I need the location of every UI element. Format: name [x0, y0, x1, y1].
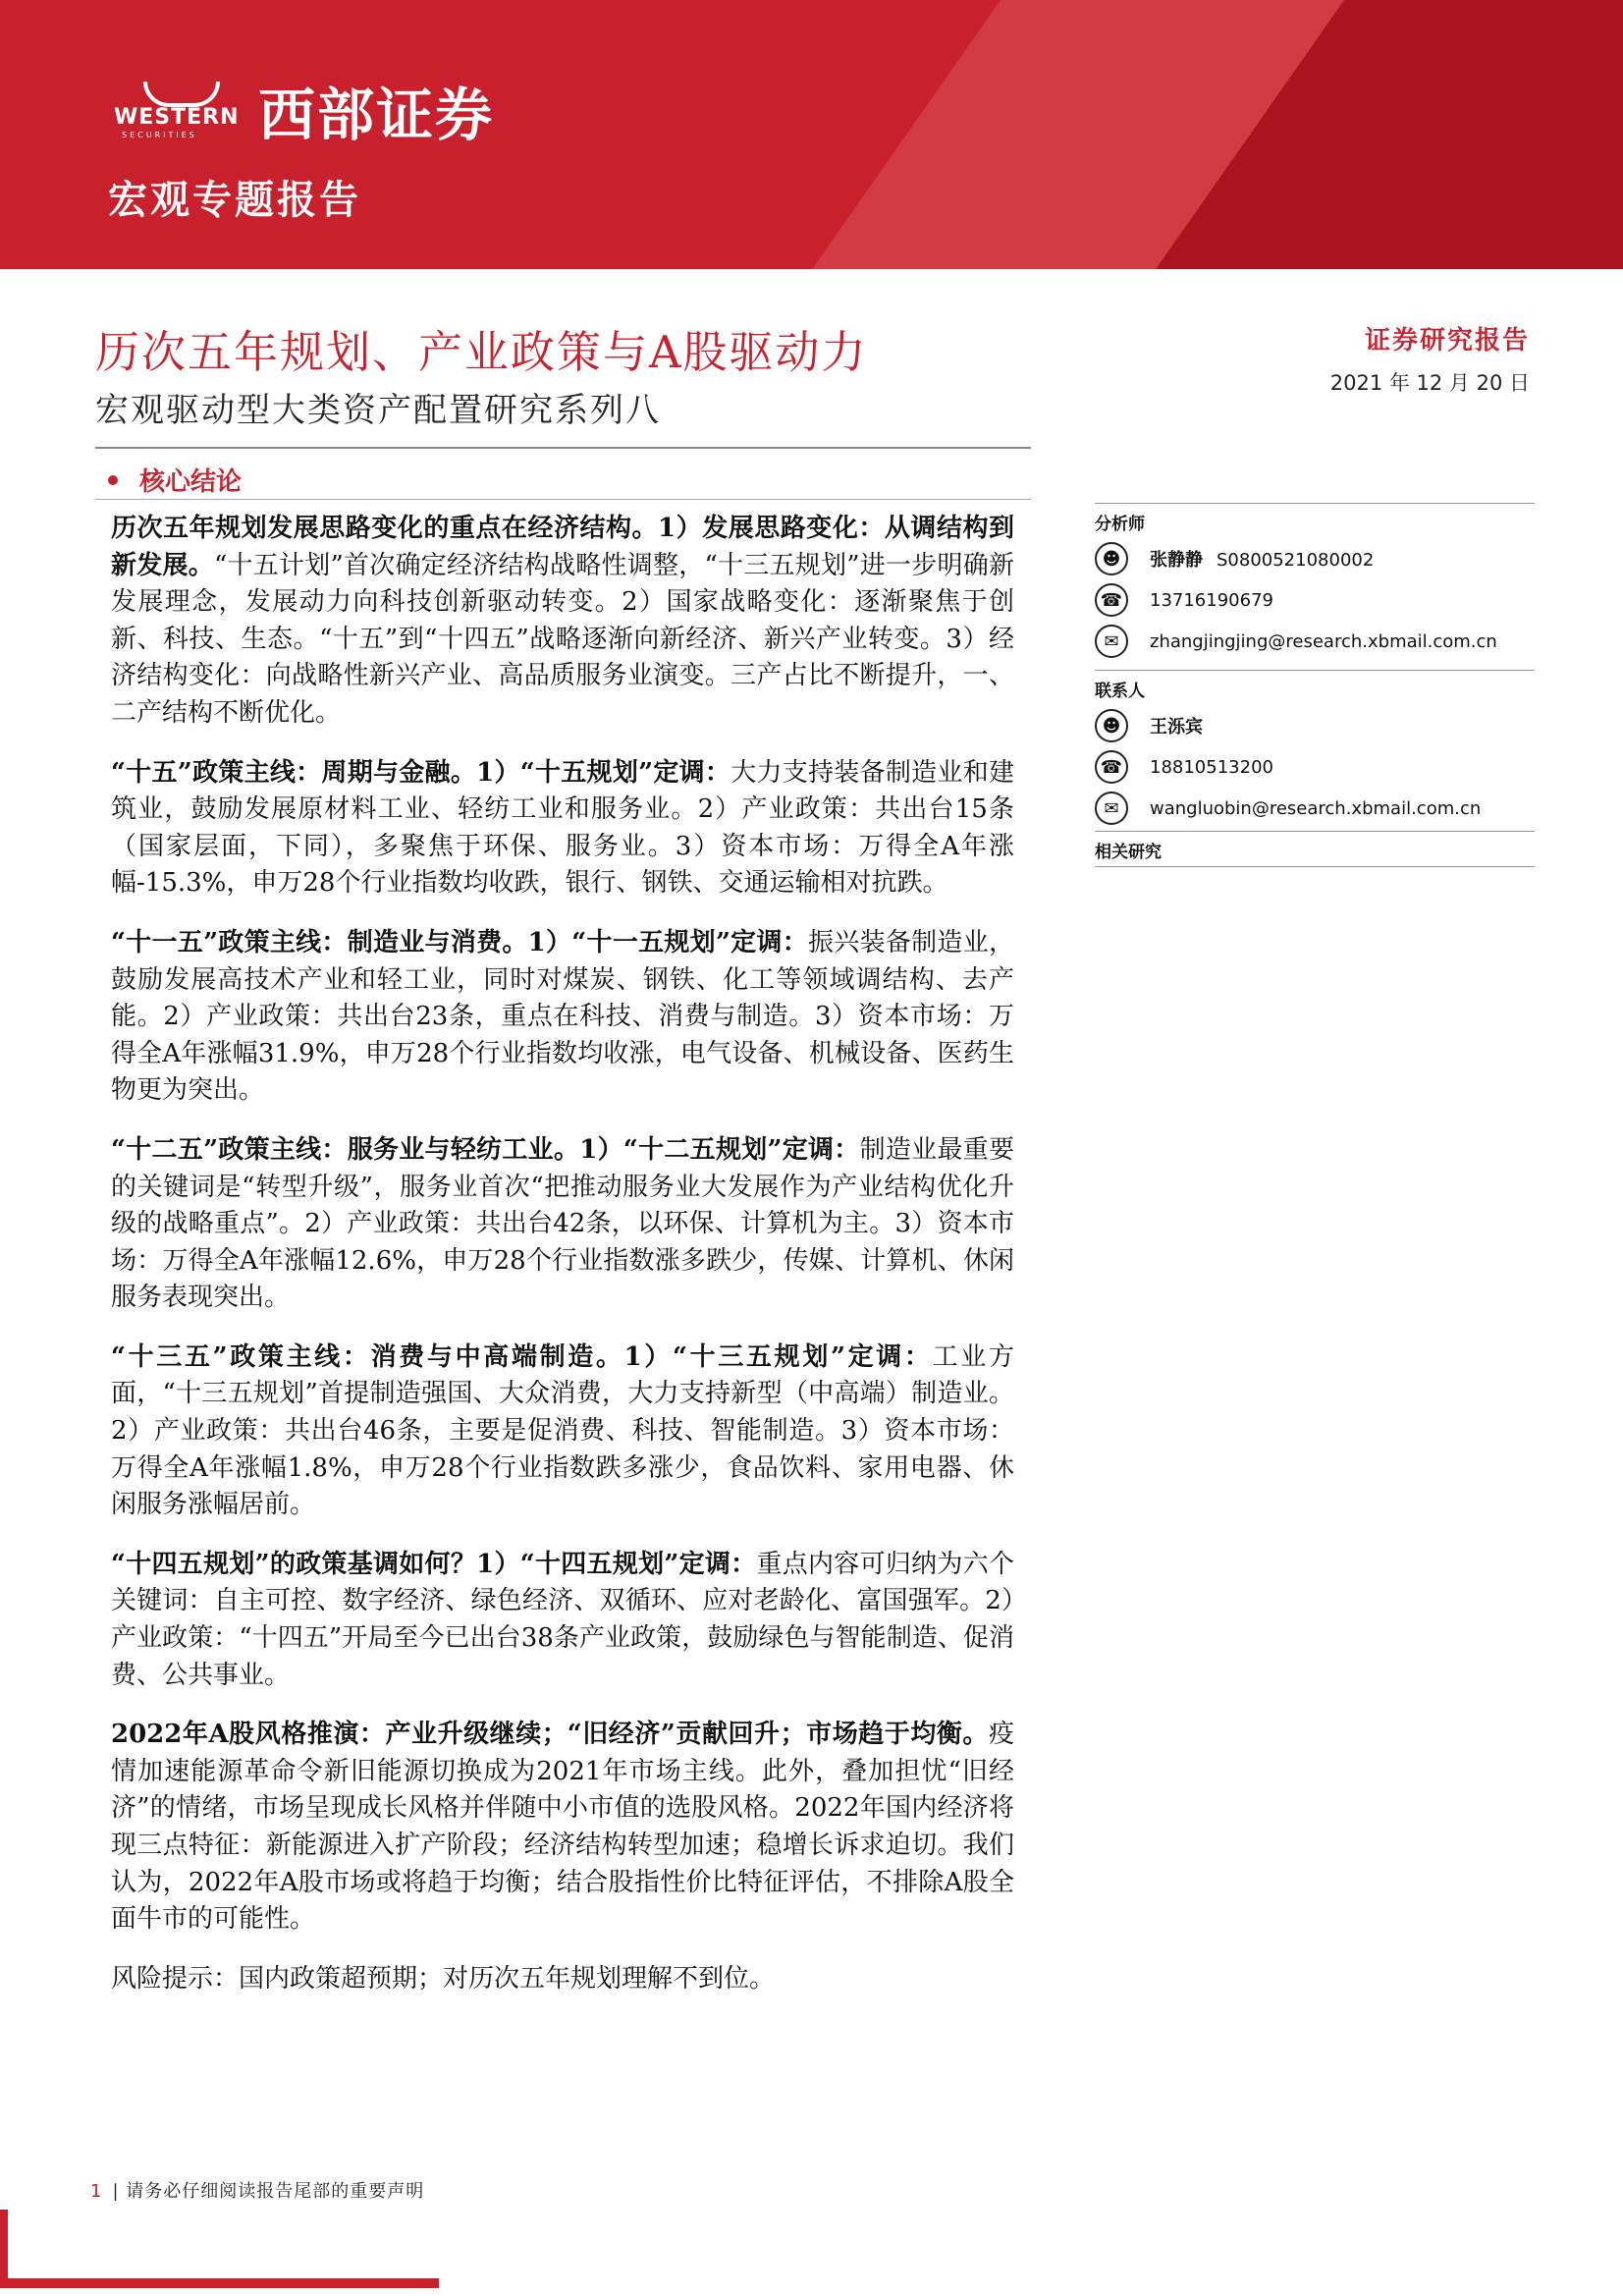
contact-phone-row — [1095, 746, 1535, 788]
contact-email-row — [1095, 788, 1535, 829]
page-number: 1 — [90, 2181, 103, 2202]
analyst-heading: 分析师 — [1095, 515, 1145, 534]
related-research-heading: 相关研究 — [1095, 843, 1162, 862]
summary-paragraph — [111, 1132, 1014, 1317]
contact-email[interactable]: wangluobin@research.xbmail.com.cn — [1150, 797, 1482, 819]
para-lead: “十五”政策主线：周期与金融。1）“十五规划”定调： — [111, 757, 731, 788]
doc-type: 证券研究报告 — [1364, 326, 1530, 355]
footer-note: 请务必仔细阅读报告尾部的重要声明 — [126, 2181, 425, 2202]
summary-paragraph — [111, 1339, 1014, 1524]
sidebar-divider — [1095, 866, 1535, 867]
report-type: 宏观专题报告 — [108, 177, 361, 223]
para-tail: 三产占比不断提升，一、二产结构不断优化。 — [111, 661, 1014, 728]
footer-accent — [0, 2210, 8, 2288]
contact-name-row — [1095, 705, 1535, 746]
contact-phone: 18810513200 — [1150, 756, 1273, 778]
para-lead: “十三五”政策主线：消费与中高端制造。1）“十三五规划”定调： — [111, 1341, 933, 1372]
risk-warning — [111, 1961, 1014, 1998]
summary-paragraph — [111, 1547, 1014, 1694]
para-mid: 大力支持装备制造业和建筑业，鼓励发展原材料工业、轻纺工业和服务业。2）产业政策：共出台15条（国家层面，下同），多聚焦于环保、服务业。3）资本市场： — [111, 757, 1014, 861]
page-title: 历次五年规划、产业政策与A股驱动力 — [95, 326, 868, 378]
para-mid: 制造业最重要的关键词是“转型升级”，服务业首次“把推动服务业大发展作为产业结构优化升级的战略重点”。2）产业政策：共出台42条，以环保、计算机为主。3）资本市场： — [111, 1134, 1014, 1276]
mail-icon: ✉ — [1095, 792, 1128, 825]
sidebar — [1095, 503, 1535, 867]
para-mid: 重点内容可归纳为六个关键词：自主可控、数字经济、绿色经济、双循环、应对老龄化、富国强军。2）产业政策： — [111, 1549, 1014, 1654]
mail-icon: ✉ — [1095, 625, 1128, 658]
para-lead: 2022年A股风格推演：产业升级继续；“旧经济”贡献回升；市场趋于均衡。 — [111, 1720, 989, 1750]
contact-name: 王泺宾 — [1150, 717, 1203, 738]
para-tail: 万得全A年涨幅31.9%，申万28个行业指数均收涨，电气设备、机械设备、医药生物更为突出。 — [111, 1002, 1014, 1106]
logo-en: WESTERN — [114, 105, 240, 130]
analyst-phone: 13716190679 — [1150, 589, 1273, 611]
analyst-name: 张静静 — [1150, 550, 1203, 571]
analyst-phone-row — [1095, 579, 1535, 621]
para-tail: 结合股指性价比特征评估，不排除A股全面牛市的可能性。 — [111, 1867, 1015, 1935]
para-tail: “十四五”开局至今已出台38条产业政策，鼓励绿色与智能制造、促消费、公共事业。 — [111, 1623, 1014, 1690]
doc-date: 2021 年 12 月 20 日 — [1329, 371, 1530, 395]
page-footer — [90, 2177, 424, 2203]
summary-paragraph — [111, 1717, 1014, 1939]
para-tail: 万得全A年涨幅1.8%，申万28个行业指数跌多涨少，食品饮料、家用电器、休闲服务涨幅居前。 — [111, 1452, 1014, 1520]
summary-body — [111, 511, 1014, 2020]
para-mid: 振兴装备制造业，鼓励发展高技术产业和轻工业，同时对煤炭、钢铁、化工等领域调结构、去产能。2）产业政策：共出台23条，重点在科技、消费与制造。3）资本市场： — [111, 927, 1014, 1032]
para-tail: 万得全A年涨幅-15.3%，申万28个行业指数均收跌，银行、钢铁、交通运输相对抗跌。 — [111, 831, 1014, 899]
core-heading-label: 核心结论 — [139, 467, 243, 497]
bullet-dot-icon — [108, 475, 118, 485]
para-lead: 历次五年规划发展思路变化的重点在经济结构。1）发展思路变化：从调结构到新发展。 — [111, 514, 1014, 580]
page-subtitle: 宏观驱动型大类资产配置研究系列八 — [95, 391, 661, 430]
footer-bar — [0, 2278, 439, 2288]
company-logo — [114, 69, 494, 151]
para-tail: 万得全A年涨幅12.6%，申万28个行业指数涨多跌少，传媒、计算机、休闲服务表现突出。 — [111, 1245, 1014, 1313]
logo-horn-icon — [143, 82, 220, 107]
analyst-email[interactable]: zhangjingjing@research.xbmail.com.cn — [1150, 630, 1497, 652]
person-icon: ☻ — [1095, 709, 1128, 742]
core-conclusion-heading — [108, 462, 242, 498]
para-mid: 疫情加速能源革命令新旧能源切换成为2021年市场主线。此外，叠加担忧“旧经济”的情绪，市场呈现成长风格并伴随中小市值的选股风格。2022年国内经济将现三点特征：新能源进入扩产阶段；经济结构转型加速；稳增长诉求迫切。我们认为，2022年A股市场或将趋于均衡； — [111, 1720, 1014, 1897]
analyst-email-row — [1095, 621, 1535, 662]
footer-sep: | — [112, 2181, 120, 2202]
para-mid: 风险提示：国内政策超预期；对历次五年规划理解不到位。 — [111, 1963, 776, 1994]
summary-paragraph — [111, 755, 1014, 902]
para-lead: “十一五”政策主线：制造业与消费。1）“十一五规划”定调： — [111, 927, 809, 957]
para-mid: 工业方面，“十三五规划”首提制造强国、大众消费，大力支持新型（中高端）制造业。2）产业政策：共出台46条，主要是促消费、科技、智能制造。3）资本市场： — [111, 1341, 1014, 1447]
para-lead: “十二五”政策主线：服务业与轻纺工业。1）“十二五规划”定调： — [111, 1134, 860, 1165]
person-icon: ☻ — [1095, 542, 1128, 575]
analyst-name-row — [1095, 538, 1535, 579]
contact-heading: 联系人 — [1095, 682, 1145, 701]
analyst-cert: S0800521080002 — [1217, 550, 1375, 571]
title-divider — [95, 447, 1031, 449]
para-mid: “十五计划”首次确定经济结构战略性调整，“十三五规划”进一步明确新发展理念，发展动力向科技创新驱动转变。2）国家战略变化：逐渐聚焦于创新、科技、生态。“十五”到“十四五”战略逐渐向新经济、新兴产业转变。3）经济结构变化：向战略性新兴产业、高品质服务业演变。 — [111, 550, 1014, 691]
phone-icon: ☎ — [1095, 750, 1128, 784]
phone-icon: ☎ — [1095, 583, 1128, 617]
logo-mark — [114, 80, 246, 140]
header-banner — [0, 0, 1623, 269]
logo-cn: 西部证券 — [258, 82, 495, 148]
logo-en-sub: SECURITIES — [122, 131, 197, 139]
core-divider — [95, 499, 1031, 500]
summary-paragraph — [111, 925, 1014, 1110]
summary-paragraph — [111, 511, 1014, 733]
para-lead: “十四五规划”的政策基调如何？1）“十四五规划”定调： — [111, 1549, 757, 1579]
